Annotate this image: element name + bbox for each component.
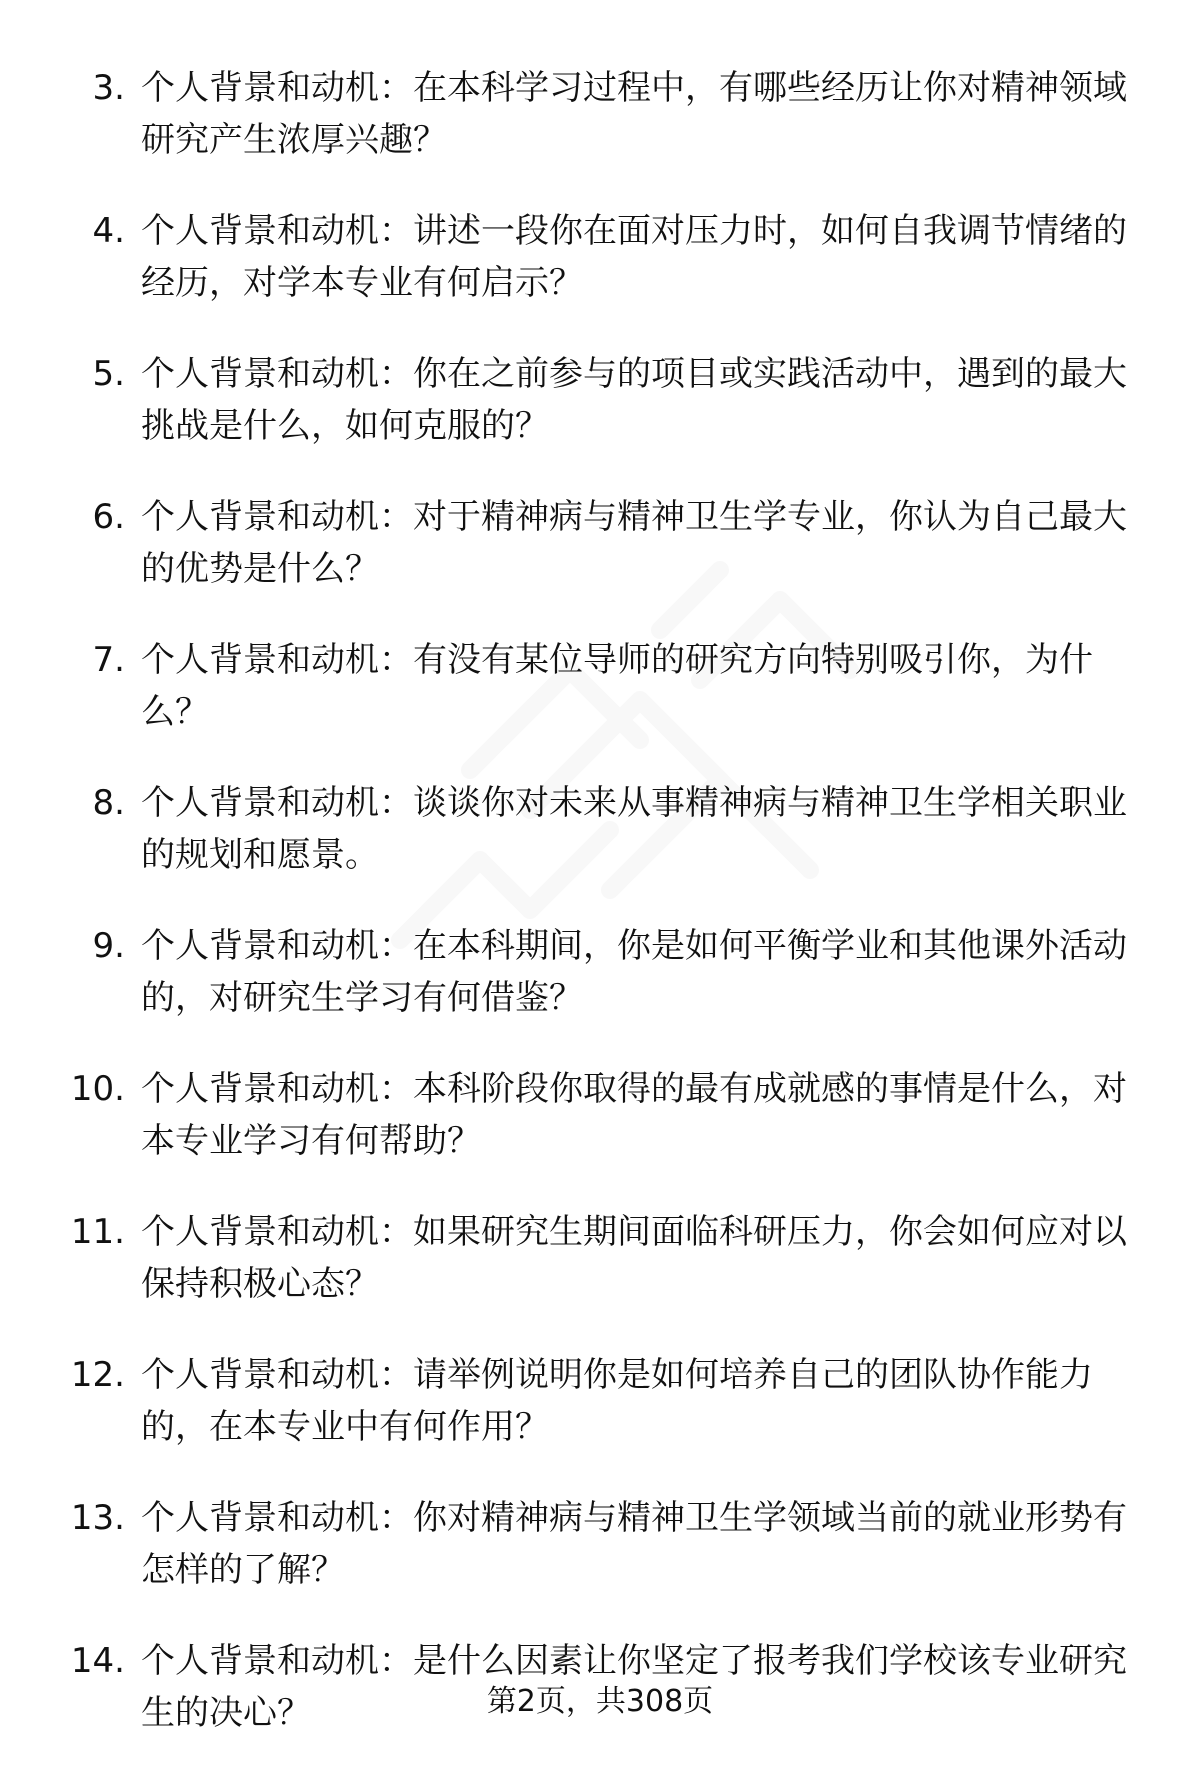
question-text: 个人背景和动机：有没有某位导师的研究方向特别吸引你，为什么？ <box>141 640 1093 732</box>
question-text: 个人背景和动机：是什么因素让你坚定了报考我们学校该专业研究生的决心？ <box>141 1641 1127 1733</box>
question-text: 个人背景和动机：在本科学习过程中，有哪些经历让你对精神领域研究产生浓厚兴趣？ <box>141 68 1127 160</box>
question-text: 个人背景和动机：你在之前参与的项目或实践活动中，遇到的最大挑战是什么，如何克服的？ <box>141 354 1127 446</box>
question-number: 9. <box>92 926 125 966</box>
question-text: 个人背景和动机：本科阶段你取得的最有成就感的事情是什么，对本专业学习有何帮助？ <box>141 1069 1127 1161</box>
question-number: 13. <box>70 1498 125 1538</box>
list-item <box>50 205 1150 309</box>
question-text: 个人背景和动机：讲述一段你在面对压力时，如何自我调节情绪的经历，对学本专业有何启示？ <box>141 211 1127 303</box>
list-item <box>50 634 1150 738</box>
list-item <box>50 348 1150 452</box>
list-item <box>50 491 1150 595</box>
question-number: 8. <box>92 783 125 823</box>
list-item <box>50 62 1150 166</box>
question-text: 个人背景和动机：如果研究生期间面临科研压力，你会如何应对以保持积极心态？ <box>141 1212 1127 1304</box>
question-number: 3. <box>92 68 125 108</box>
list-item <box>50 777 1150 881</box>
question-list <box>50 62 1150 1778</box>
question-number: 12. <box>70 1355 125 1395</box>
question-number: 4. <box>92 211 125 251</box>
list-item <box>50 920 1150 1024</box>
list-item <box>50 1063 1150 1167</box>
question-text: 个人背景和动机：对于精神病与精神卫生学专业，你认为自己最大的优势是什么？ <box>141 497 1127 589</box>
question-number: 7. <box>92 640 125 680</box>
question-text: 个人背景和动机：谈谈你对未来从事精神病与精神卫生学相关职业的规划和愿景。 <box>141 783 1127 875</box>
page-footer: 第2页，共308页 <box>486 1684 714 1719</box>
question-number: 11. <box>70 1212 125 1252</box>
question-number: 5. <box>92 354 125 394</box>
question-number: 10. <box>70 1069 125 1109</box>
list-item <box>50 1206 1150 1310</box>
question-text: 个人背景和动机：在本科期间，你是如何平衡学业和其他课外活动的，对研究生学习有何借鉴？ <box>141 926 1127 1018</box>
question-text: 个人背景和动机：你对精神病与精神卫生学领域当前的就业形势有怎样的了解？ <box>141 1498 1127 1590</box>
list-item <box>50 1349 1150 1453</box>
question-text: 个人背景和动机：请举例说明你是如何培养自己的团队协作能力的，在本专业中有何作用？ <box>141 1355 1093 1447</box>
question-number: 6. <box>92 497 125 537</box>
question-number: 14. <box>70 1641 125 1681</box>
list-item <box>50 1492 1150 1596</box>
